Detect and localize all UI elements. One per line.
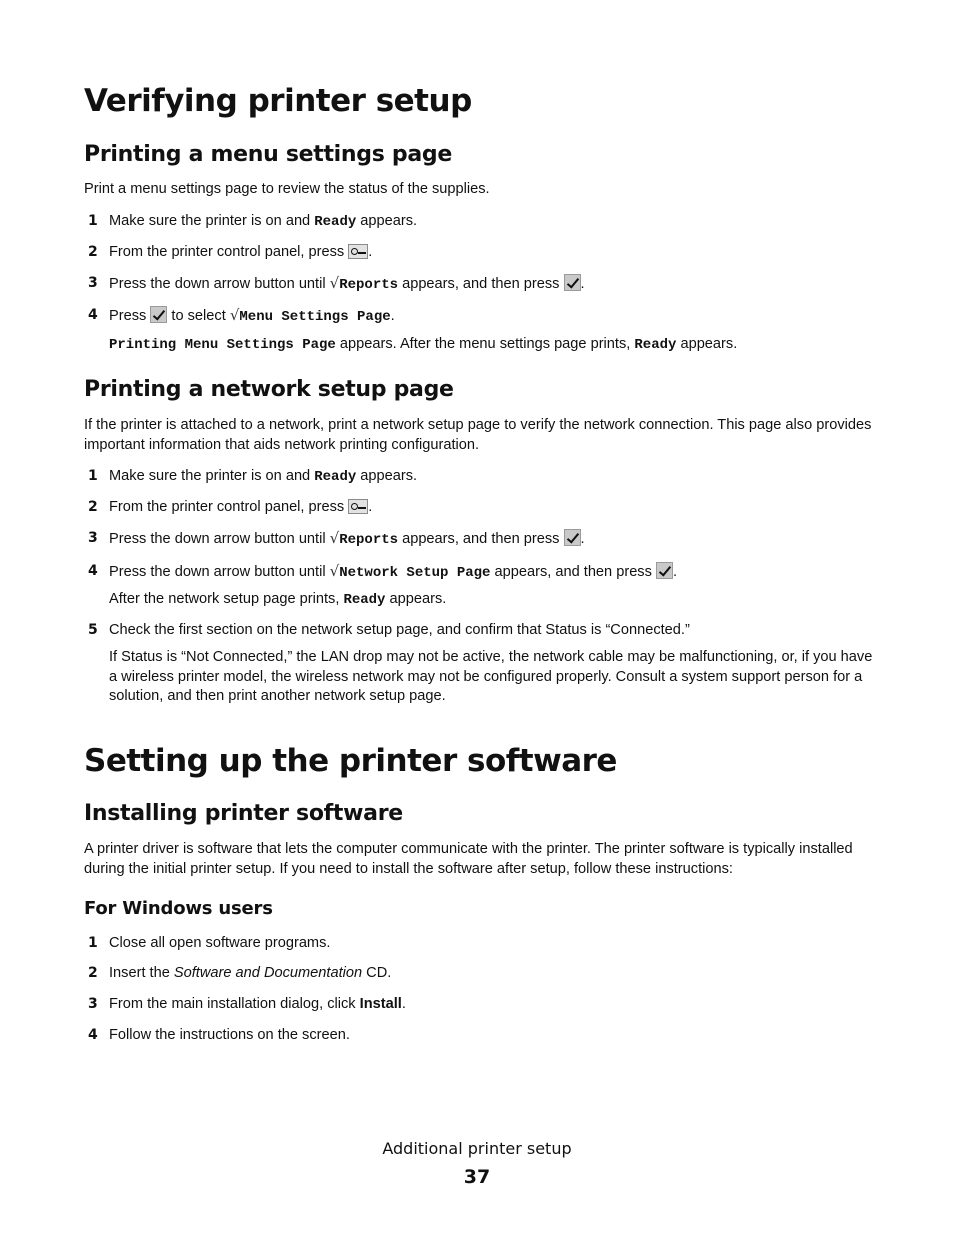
step-number: 1	[88, 213, 98, 229]
code-printing-menu-settings-page: Printing Menu Settings Page	[109, 337, 336, 353]
menu-key-icon	[348, 499, 368, 514]
step-note: After the network setup page prints, Ready appears.	[109, 591, 447, 608]
step-number: 2	[88, 499, 98, 515]
code-ready: Ready	[634, 337, 677, 353]
paragraph-menu-intro: Print a menu settings page to review the status of the supplies.	[84, 181, 490, 197]
step-number: 3	[88, 275, 98, 291]
footer-chapter-title: Additional printer setup	[382, 1139, 572, 1158]
step-text: From the main installation dialog, click Install.	[109, 996, 406, 1012]
step-number: 3	[88, 996, 98, 1012]
step-number: 4	[88, 307, 98, 323]
step-number: 4	[88, 563, 98, 579]
step-text: From the printer control panel, press .	[109, 244, 373, 260]
step-text: Check the first section on the network setup page, and confirm that Status is “Connected.”	[109, 622, 690, 638]
paragraph-software-intro: A printer driver is software that lets the computer communicate with the printer. The printer software is typically installed during the initial printer setup. If you need to install the software after setup, follow these instructions:	[84, 841, 853, 877]
step-text: From the printer control panel, press .	[109, 499, 373, 515]
cd-name: Software and Documentation	[173, 965, 363, 981]
code-reports: Reports	[339, 532, 399, 548]
step-number: 1	[88, 935, 98, 951]
heading-setting-up-printer-software: Setting up the printer software	[84, 743, 617, 779]
select-check-icon	[564, 529, 581, 546]
code-menu-settings-page: Menu Settings Page	[239, 309, 391, 325]
step-number: 3	[88, 530, 98, 546]
step-number: 2	[88, 965, 98, 981]
step-text: Press the down arrow button until √Reports appears, and then press .	[109, 529, 585, 548]
step-number: 2	[88, 244, 98, 260]
step-number: 5	[88, 622, 98, 638]
select-check-icon	[150, 306, 167, 323]
step-text: Press to select √Menu Settings Page.	[109, 306, 395, 325]
sqrt-icon: √	[229, 306, 240, 324]
step-note: If Status is “Not Connected,” the LAN drop may not be active, the network cable may be malfunctioning, or, if you have a wireless printer model, the wireless network may not be configured properly. Consult a system support person for a solution, and then print another network setup page.	[109, 649, 873, 704]
install-label: Install	[359, 996, 402, 1012]
step-text: Follow the instructions on the screen.	[109, 1027, 350, 1043]
heading-for-windows-users: For Windows users	[84, 898, 273, 919]
step-note: Printing Menu Settings Page appears. After the menu settings page prints, Ready appears.	[109, 336, 738, 353]
step-number: 4	[88, 1027, 98, 1043]
paragraph-network-intro: If the printer is attached to a network, print a network setup page to verify the network connection. This page also provides important information that aids network printing configuration.	[84, 417, 872, 453]
heading-installing-printer-software: Installing printer software	[84, 801, 403, 826]
step-text: Close all open software programs.	[109, 935, 331, 951]
code-ready: Ready	[314, 214, 357, 230]
code-network-setup-page: Network Setup Page	[339, 565, 491, 581]
menu-key-icon	[348, 244, 368, 259]
step-number: 1	[88, 468, 98, 484]
step-text: Press the down arrow button until √Reports appears, and then press .	[109, 274, 585, 293]
select-check-icon	[564, 274, 581, 291]
heading-verifying-printer-setup: Verifying printer setup	[84, 83, 472, 119]
heading-network-setup-page: Printing a network setup page	[84, 377, 454, 402]
code-reports: Reports	[339, 277, 399, 293]
code-ready: Ready	[314, 469, 357, 485]
step-text: Make sure the printer is on and Ready appears.	[109, 213, 418, 230]
footer-page-number: 37	[463, 1166, 491, 1188]
step-text: Insert the Software and Documentation CD.	[109, 965, 392, 981]
sqrt-icon: √	[329, 274, 340, 292]
step-text: Press the down arrow button until √Network Setup Page appears, and then press .	[109, 562, 678, 581]
select-check-icon	[656, 562, 673, 579]
sqrt-icon: √	[329, 562, 340, 580]
code-ready: Ready	[343, 592, 386, 608]
sqrt-icon: √	[329, 529, 340, 547]
step-text: Make sure the printer is on and Ready appears.	[109, 468, 418, 485]
heading-menu-settings-page: Printing a menu settings page	[84, 142, 452, 167]
